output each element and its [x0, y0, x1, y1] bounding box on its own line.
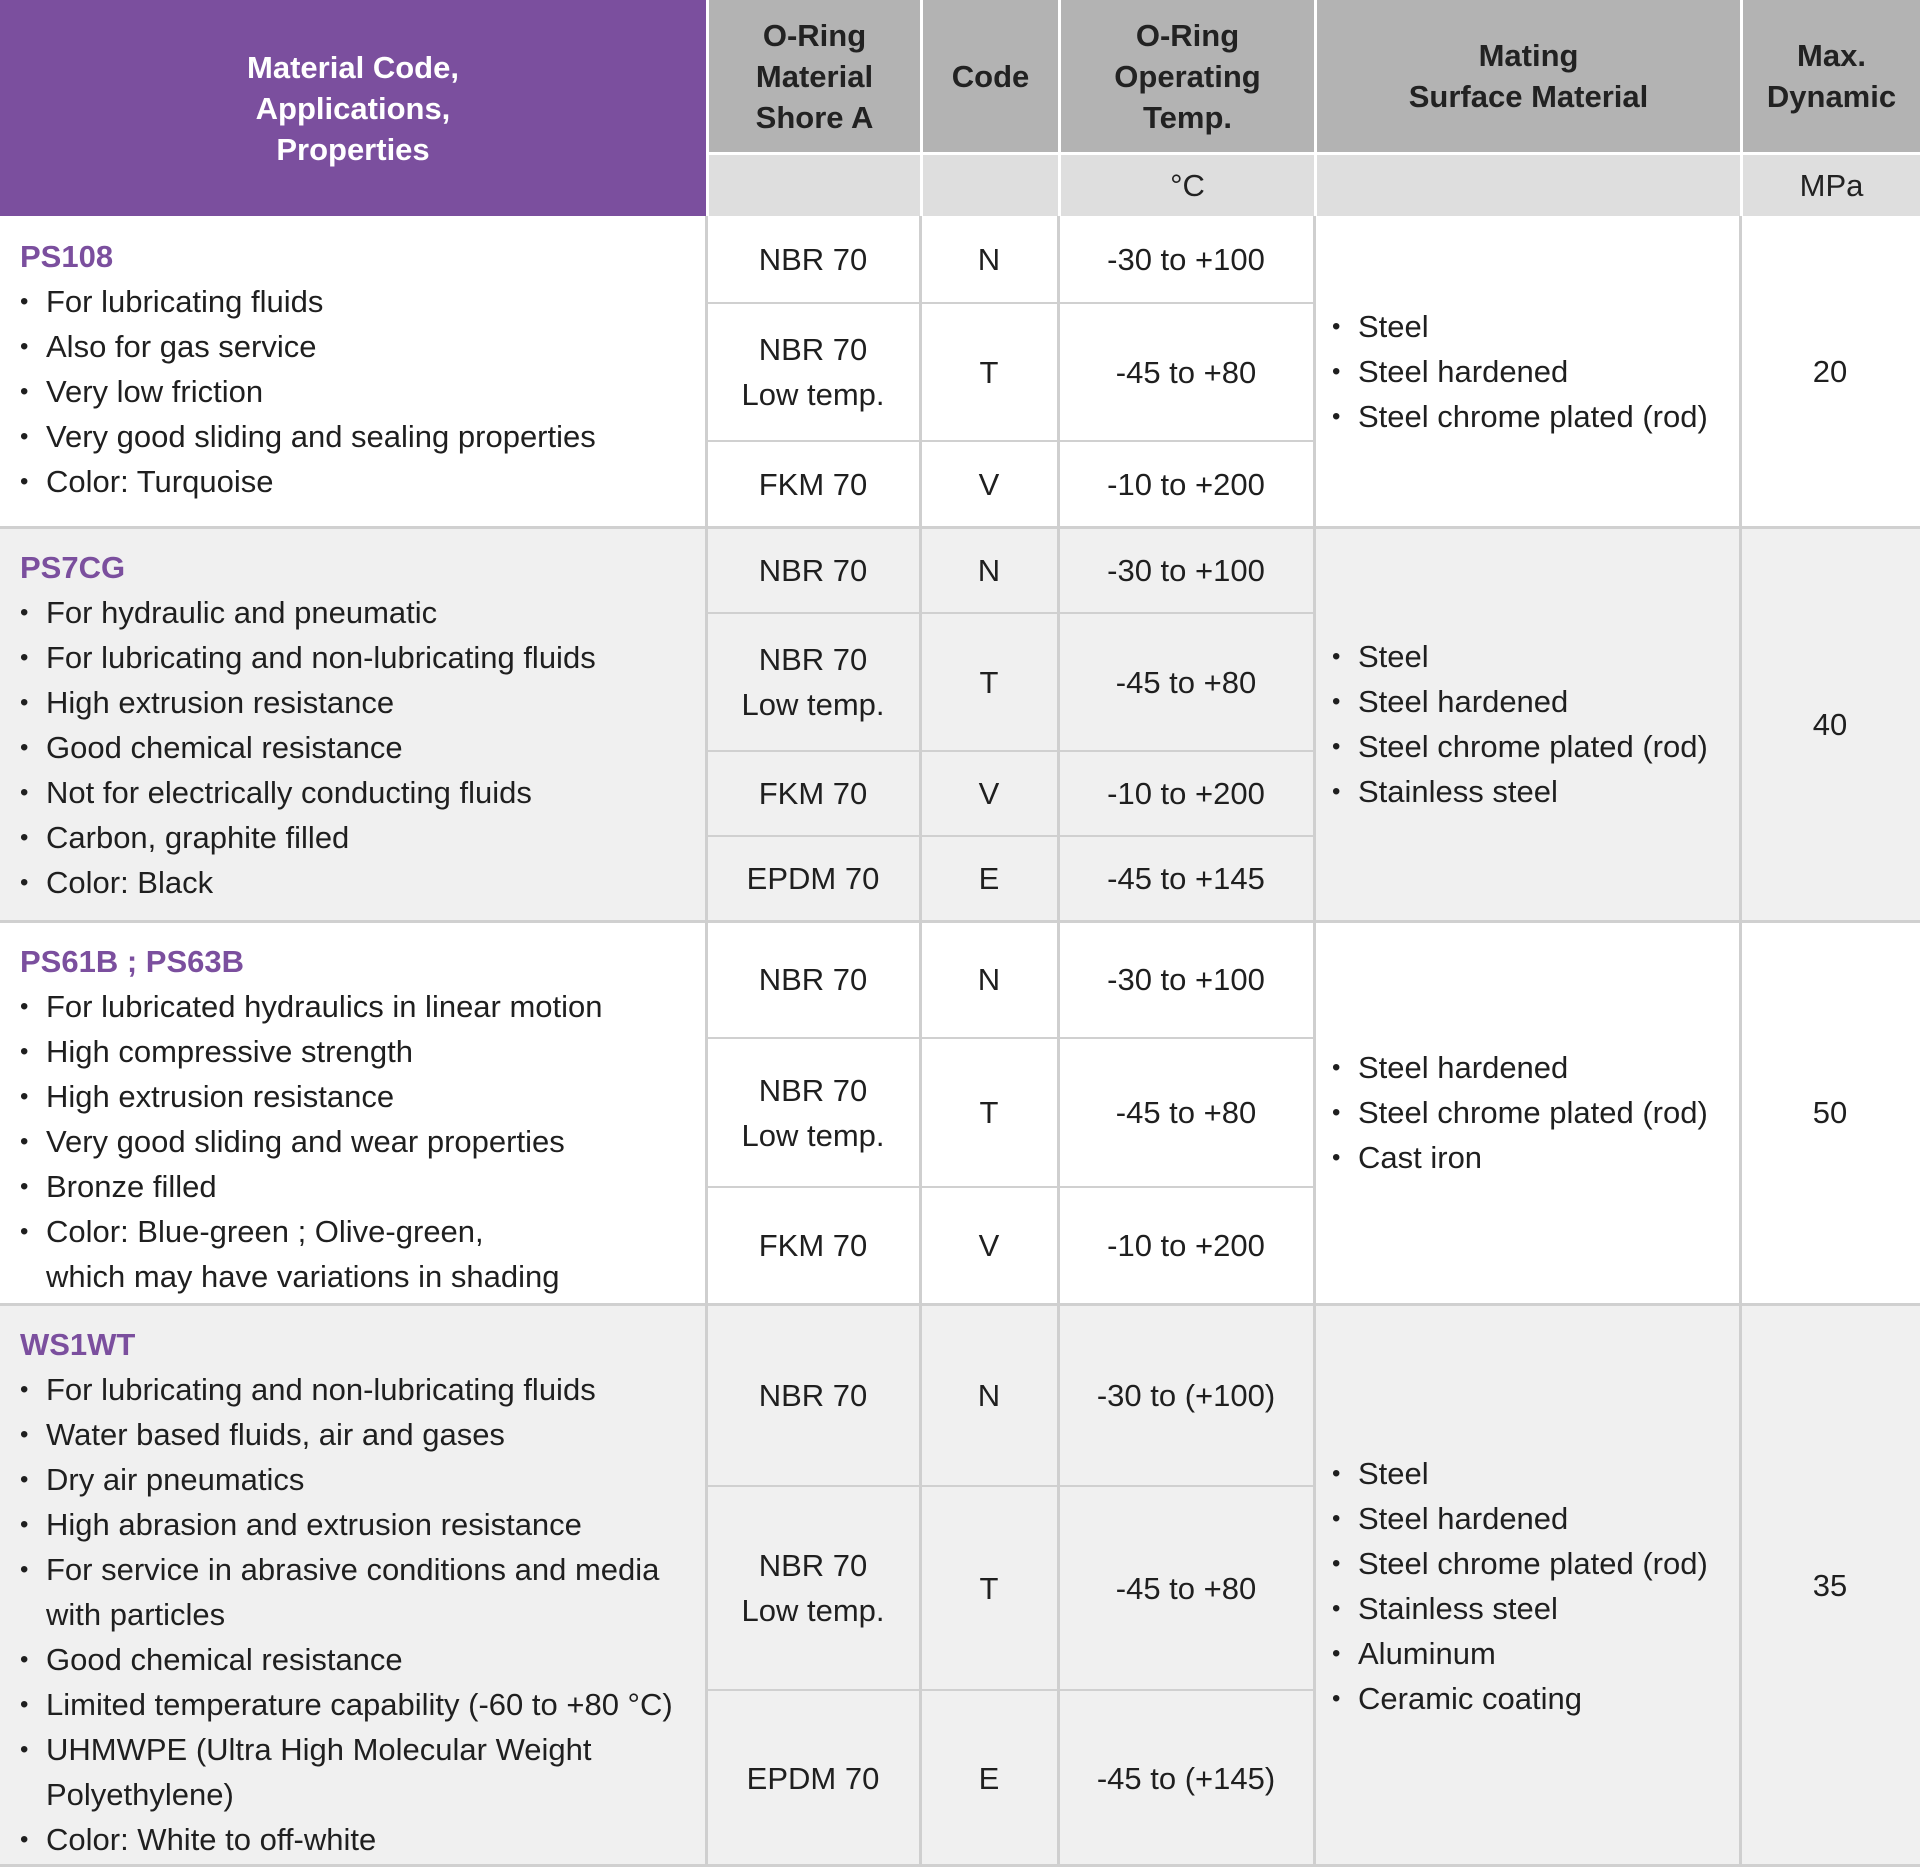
- mating-item: • Stainless steel: [1332, 769, 1708, 814]
- oring-shore-text: NBR 70: [758, 242, 868, 277]
- property-item: [20, 1817, 673, 1862]
- property-item: [20, 860, 596, 905]
- oring-temp-text: -45 to +80: [1115, 354, 1257, 390]
- mating-item: • Steel hardened: [1332, 1496, 1708, 1541]
- oring-shore: [706, 1690, 920, 1867]
- oring-temp-text: -30 to +100: [1107, 552, 1265, 588]
- oring-code-text: E: [978, 861, 1000, 896]
- oring-temp: [1058, 216, 1314, 303]
- mating-item: • Steel chrome plated (rod): [1332, 1090, 1708, 1135]
- property-text: • High abrasion and extrusion resistance: [46, 1507, 582, 1542]
- mating-item: • Steel chrome plated (rod): [1332, 724, 1708, 769]
- oring-code-text: N: [977, 1377, 1001, 1413]
- property-item: [20, 1367, 673, 1412]
- header-material-code: [0, 0, 706, 216]
- oring-code: [920, 1690, 1058, 1867]
- oring-temp: [1058, 1187, 1314, 1304]
- oring-temp: [1058, 303, 1314, 441]
- header-material-code-line: Material Code,: [247, 49, 459, 85]
- property-text: • Good chemical resistance: [46, 730, 403, 765]
- row-divider: [706, 1485, 1314, 1487]
- property-item: [20, 1502, 673, 1547]
- mating-list: [1332, 634, 1708, 814]
- header-mating: [1317, 0, 1740, 152]
- oring-shore-text: NBR 70: [758, 552, 868, 588]
- oring-shore-text: NBR 70: [758, 1548, 868, 1583]
- oring-code-text: T: [979, 354, 999, 390]
- property-text: • UHMWPE (Ultra High Molecular Weight: [46, 1732, 592, 1767]
- oring-shore: [706, 1038, 920, 1187]
- header-column-divider: [706, 0, 709, 216]
- mating-item: • Stainless steel: [1332, 1586, 1708, 1631]
- oring-shore: [706, 441, 920, 527]
- property-item: [20, 279, 596, 324]
- column-divider: [1313, 216, 1316, 1867]
- oring-code-text: N: [977, 242, 1001, 277]
- oring-shore-text: Low temp.: [741, 687, 885, 722]
- max-dynamic-value: 20: [1812, 354, 1848, 389]
- material-description: [0, 1304, 706, 1867]
- header-unit-divider: [706, 152, 1920, 155]
- property-text: • Water based fluids, air and gases: [46, 1417, 505, 1452]
- row-divider: [706, 1037, 1314, 1039]
- oring-temp: [1058, 613, 1314, 751]
- group-divider: [0, 1303, 1920, 1306]
- row-divider: [706, 1689, 1314, 1691]
- property-item: [20, 1637, 673, 1682]
- mating-item: • Steel chrome plated (rod): [1332, 394, 1708, 439]
- header-mating-unit: [1317, 155, 1740, 216]
- property-text: • Very good sliding and wear properties: [46, 1124, 565, 1159]
- oring-temp: [1058, 751, 1314, 836]
- oring-code: [920, 1038, 1058, 1187]
- header-shore-unit: [709, 155, 920, 216]
- property-text: • Carbon, graphite filled: [46, 820, 350, 855]
- property-text: • Very low friction: [46, 374, 264, 409]
- mating-item: • Steel hardened: [1332, 679, 1708, 724]
- oring-shore-text: FKM 70: [758, 1228, 868, 1263]
- material-code: WS1WT: [20, 1327, 136, 1362]
- oring-shore-text: NBR 70: [758, 1072, 868, 1108]
- oring-code-text: E: [978, 1761, 1000, 1796]
- max-dynamic-value: 35: [1812, 1568, 1848, 1603]
- mating-list: [1332, 1451, 1708, 1721]
- header-column-divider: [1058, 0, 1061, 216]
- oring-shore: [706, 1486, 920, 1690]
- material-description: [0, 921, 706, 1304]
- oring-shore: [706, 613, 920, 751]
- property-text: • Dry air pneumatics: [46, 1462, 305, 1497]
- oring-temp: [1058, 836, 1314, 921]
- property-item: [20, 459, 596, 504]
- property-text: • Good chemical resistance: [46, 1642, 403, 1677]
- property-list: [20, 590, 596, 905]
- property-list: [20, 1367, 673, 1862]
- property-item: [20, 984, 603, 1029]
- oring-shore: [706, 1187, 920, 1304]
- property-text: • High compressive strength: [46, 1034, 413, 1069]
- oring-temp-text: -45 to +145: [1107, 861, 1265, 896]
- property-item: [20, 324, 596, 369]
- oring-temp-text: -10 to +200: [1107, 1228, 1265, 1263]
- column-divider: [705, 216, 708, 1867]
- oring-shore-text: Low temp.: [741, 1117, 885, 1153]
- property-text: • Also for gas service: [46, 329, 317, 364]
- mating-list: [1332, 304, 1708, 439]
- header-dynamic-line: Max.: [1797, 38, 1866, 73]
- mating-item: • Steel hardened: [1332, 349, 1708, 394]
- property-text: • Bronze filled: [46, 1169, 217, 1204]
- property-item: [20, 725, 596, 770]
- oring-code: [920, 303, 1058, 441]
- property-item: [20, 1164, 603, 1209]
- oring-code: [920, 836, 1058, 921]
- header-temp-unit-text: °C: [1170, 167, 1205, 203]
- oring-shore-text: NBR 70: [758, 962, 868, 997]
- oring-code-text: V: [978, 1228, 1000, 1263]
- property-item: [20, 1727, 673, 1817]
- property-item: [20, 414, 596, 459]
- oring-temp-text: -10 to +200: [1107, 466, 1265, 502]
- column-divider: [919, 216, 922, 1867]
- mating-surface: [1314, 1304, 1740, 1867]
- property-text: • Color: Turquoise: [46, 464, 274, 499]
- header-shore-line: O-Ring: [762, 17, 867, 53]
- mating-list: [1332, 1045, 1708, 1180]
- material-description: [0, 527, 706, 921]
- property-text: • Color: White to off-white: [46, 1822, 377, 1857]
- property-text: • For service in abrasive conditions and media: [46, 1552, 660, 1587]
- property-item: [20, 1209, 603, 1299]
- row-divider: [706, 440, 1314, 442]
- column-divider: [1057, 216, 1060, 1867]
- oring-code: [920, 1187, 1058, 1304]
- oring-code: [920, 441, 1058, 527]
- header-column-divider: [920, 0, 923, 216]
- header-material-code-line: Applications,: [255, 90, 451, 126]
- property-item: [20, 1119, 603, 1164]
- oring-code: [920, 613, 1058, 751]
- oring-shore-text: NBR 70: [758, 642, 868, 677]
- max-dynamic-value: 40: [1812, 706, 1848, 742]
- oring-temp-text: -30 to +100: [1107, 962, 1265, 997]
- property-item: [20, 1029, 603, 1074]
- oring-temp: [1058, 1038, 1314, 1187]
- oring-shore-text: EPDM 70: [746, 861, 880, 896]
- oring-temp-text: -45 to +80: [1115, 664, 1257, 700]
- property-item: [20, 369, 596, 414]
- property-text: Polyethylene): [46, 1777, 234, 1812]
- property-item: [20, 590, 596, 635]
- property-item: [20, 1547, 673, 1637]
- property-text: • Color: Blue-green ; Olive-green,: [46, 1214, 484, 1249]
- material-code: PS61B ; PS63B: [20, 944, 244, 979]
- max-dynamic-value: 50: [1812, 1095, 1848, 1130]
- mating-item: • Steel: [1332, 634, 1708, 679]
- mating-item: • Ceramic coating: [1332, 1676, 1708, 1721]
- header-temp-line: Temp.: [1143, 99, 1232, 135]
- property-text: • For lubricated hydraulics in linear motion: [46, 989, 603, 1024]
- oring-temp: [1058, 1304, 1314, 1486]
- oring-code: [920, 921, 1058, 1038]
- header-material-code-line: Properties: [276, 131, 430, 167]
- property-text: • For lubricating and non-lubricating fluids: [46, 640, 596, 675]
- oring-shore-text: NBR 70: [758, 332, 868, 367]
- header-temp-unit: [1061, 155, 1314, 216]
- property-item: [20, 815, 596, 860]
- property-text: • For hydraulic and pneumatic: [46, 595, 438, 630]
- oring-temp-text: -45 to +80: [1115, 1095, 1257, 1130]
- oring-code: [920, 751, 1058, 836]
- header-mating-line: Mating: [1478, 38, 1579, 73]
- mating-item: • Aluminum: [1332, 1631, 1708, 1676]
- mating-item: • Cast iron: [1332, 1135, 1708, 1180]
- property-text: • For lubricating and non-lubricating fluids: [46, 1372, 596, 1407]
- oring-temp: [1058, 441, 1314, 527]
- property-item: [20, 680, 596, 725]
- group-divider: [0, 526, 1920, 529]
- oring-temp: [1058, 1690, 1314, 1867]
- header-column-divider: [1740, 0, 1743, 216]
- header-dynamic-line: Dynamic: [1766, 79, 1897, 114]
- column-divider: [1739, 216, 1742, 1867]
- property-item: [20, 1412, 673, 1457]
- header-code: [923, 0, 1058, 152]
- property-text: • High extrusion resistance: [46, 685, 395, 720]
- header-shore-line: Material: [755, 58, 874, 94]
- header-dynamic-unit: [1743, 155, 1920, 216]
- header-code-unit: [923, 155, 1058, 216]
- material-code: PS7CG: [20, 550, 126, 585]
- property-text: • Color: Black: [46, 865, 214, 900]
- header-dynamic-unit-text: MPa: [1799, 167, 1864, 203]
- oring-shore: [706, 527, 920, 613]
- mating-surface: [1314, 216, 1740, 527]
- oring-code: [920, 1304, 1058, 1486]
- oring-code-text: V: [978, 776, 1000, 811]
- property-list: [20, 279, 596, 504]
- oring-shore-text: NBR 70: [758, 1377, 868, 1413]
- oring-shore: [706, 303, 920, 441]
- row-divider: [706, 835, 1314, 837]
- oring-shore-text: EPDM 70: [746, 1761, 880, 1796]
- row-divider: [706, 750, 1314, 752]
- oring-code-text: V: [978, 466, 1000, 502]
- oring-shore: [706, 216, 920, 303]
- mating-item: • Steel chrome plated (rod): [1332, 1541, 1708, 1586]
- oring-temp: [1058, 921, 1314, 1038]
- mating-surface: [1314, 527, 1740, 921]
- header-temp-line: Operating: [1114, 58, 1261, 94]
- property-item: [20, 770, 596, 815]
- mating-item: • Steel: [1332, 1451, 1708, 1496]
- property-item: [20, 1682, 673, 1727]
- header-shore-line: Shore A: [755, 99, 874, 135]
- header-column-divider: [1314, 0, 1317, 216]
- mating-item: • Steel: [1332, 304, 1708, 349]
- property-item: [20, 635, 596, 680]
- oring-code-text: T: [979, 1095, 999, 1130]
- oring-code-text: T: [979, 1570, 999, 1606]
- oring-shore: [706, 836, 920, 921]
- oring-shore-text: FKM 70: [758, 776, 868, 811]
- property-text: • High extrusion resistance: [46, 1079, 395, 1114]
- oring-shore-text: Low temp.: [741, 1593, 885, 1628]
- property-text: • Not for electrically conducting fluids: [46, 775, 532, 810]
- oring-code-text: N: [977, 962, 1001, 997]
- oring-temp: [1058, 1486, 1314, 1690]
- property-text: • For lubricating fluids: [46, 284, 324, 319]
- header-temp-line: O-Ring: [1135, 17, 1240, 53]
- header-dynamic: [1743, 0, 1920, 152]
- oring-shore: [706, 921, 920, 1038]
- material-description: [0, 216, 706, 527]
- oring-shore: [706, 751, 920, 836]
- oring-temp-text: -10 to +200: [1107, 776, 1265, 811]
- oring-temp-text: -30 to +100: [1107, 242, 1265, 277]
- oring-code: [920, 1486, 1058, 1690]
- header-mating-line: Surface Material: [1408, 79, 1649, 114]
- oring-temp-text: -45 to +80: [1115, 1570, 1257, 1606]
- property-list: [20, 984, 603, 1299]
- header-temp: [1061, 0, 1314, 152]
- mating-surface: [1314, 921, 1740, 1304]
- oring-code: [920, 216, 1058, 303]
- property-item: [20, 1457, 673, 1502]
- property-item: [20, 1074, 603, 1119]
- header-code-line: Code: [951, 58, 1030, 94]
- oring-shore-text: FKM 70: [758, 466, 868, 502]
- row-divider: [706, 612, 1314, 614]
- mating-item: • Steel hardened: [1332, 1045, 1708, 1090]
- row-divider: [706, 1186, 1314, 1188]
- oring-shore: [706, 1304, 920, 1486]
- property-text: which may have variations in shading: [46, 1259, 560, 1294]
- oring-code-text: N: [977, 552, 1001, 588]
- oring-temp-text: -45 to (+145): [1096, 1761, 1276, 1796]
- oring-shore-text: Low temp.: [741, 377, 885, 412]
- group-divider: [0, 920, 1920, 923]
- material-code: PS108: [20, 239, 114, 274]
- header-shore: [709, 0, 920, 152]
- oring-code: [920, 527, 1058, 613]
- oring-code-text: T: [979, 664, 999, 700]
- oring-temp: [1058, 527, 1314, 613]
- oring-temp-text: -30 to (+100): [1096, 1377, 1276, 1413]
- property-text: • Very good sliding and sealing properties: [46, 419, 596, 454]
- property-text: with particles: [46, 1597, 226, 1632]
- property-text: • Limited temperature capability (-60 to +80 °C): [46, 1687, 673, 1722]
- row-divider: [706, 302, 1314, 304]
